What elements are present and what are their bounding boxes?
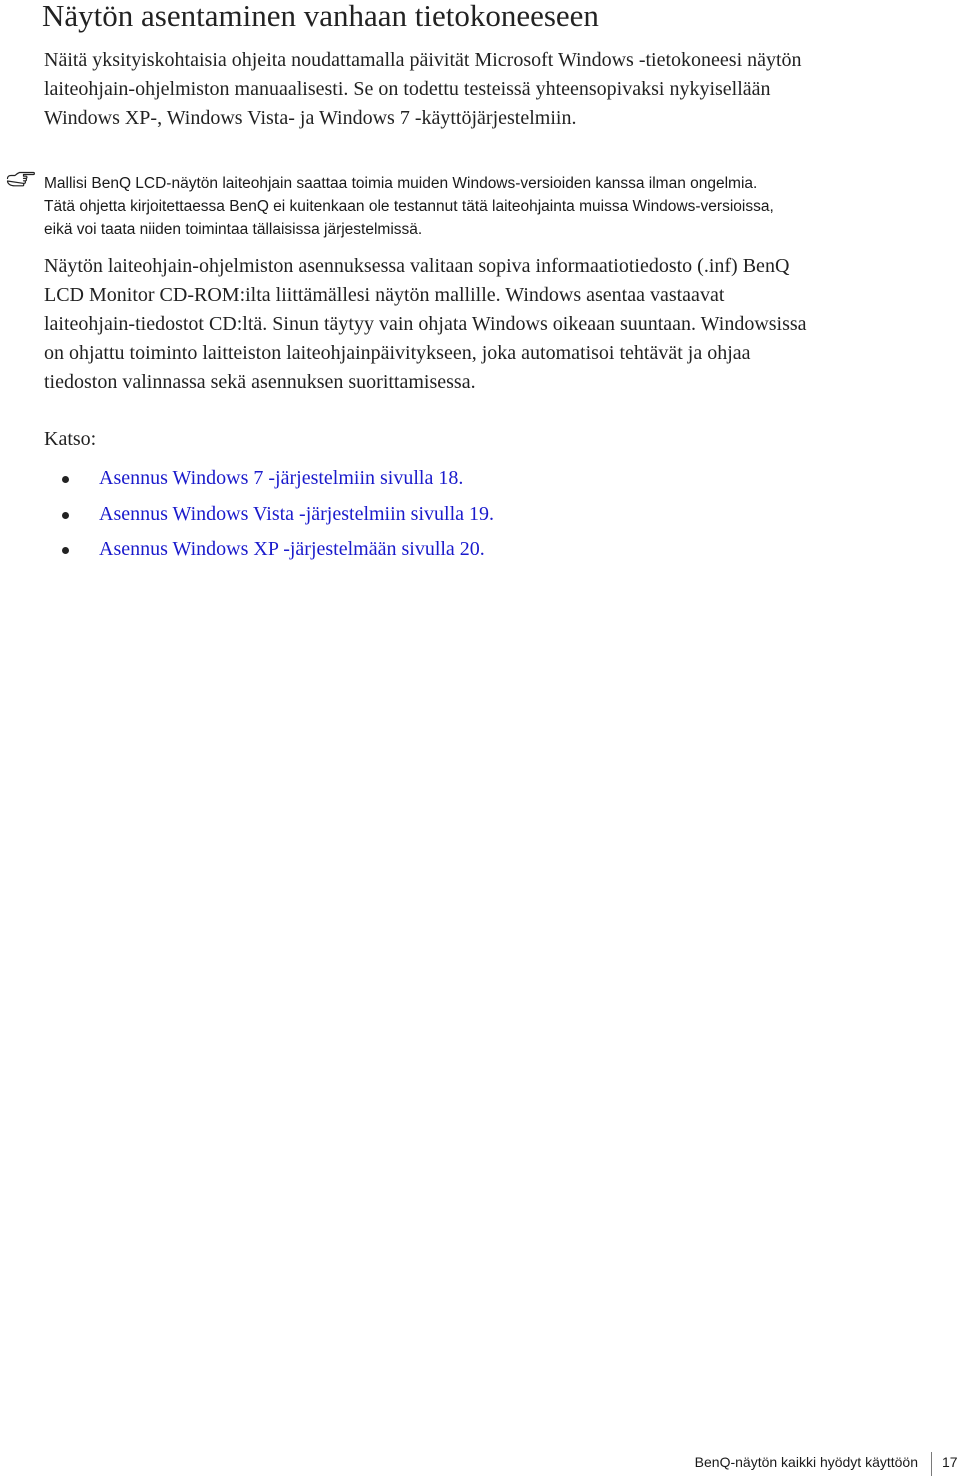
footer-divider (931, 1452, 932, 1476)
body-line: laiteohjain-tiedostot CD:ltä. Sinun täytyy vain ohjata Windows oikeaan suuntaan. Windowsissa (44, 313, 807, 335)
bullet-icon (62, 512, 69, 519)
body-line: tiedoston valinnassa sekä asennuksen suorittamisessa. (44, 371, 476, 393)
body-paragraph (44, 252, 807, 397)
page-footer (0, 1452, 960, 1476)
body-line: Näytön laiteohjain-ohjelmiston asennuksessa valitaan sopiva informaatiotiedosto (.inf) BenQ (44, 255, 790, 277)
page-number: 17 (942, 1454, 958, 1470)
link-windows-xp[interactable]: Asennus Windows XP -järjestelmään sivulla 20. (99, 538, 485, 560)
intro-paragraph (44, 46, 802, 133)
note-line: Tätä ohjetta kirjoitettaessa BenQ ei kuitenkaan ole testannut tätä laiteohjainta muissa Windows-versioissa, (44, 198, 774, 215)
bullet-icon (62, 547, 69, 554)
bullet-icon (62, 476, 69, 483)
note-line: Mallisi BenQ LCD-näytön laiteohjain saattaa toimia muiden Windows-versioiden kanssa ilman ongelmia. (44, 175, 758, 192)
intro-line: Näitä yksityiskohtaisia ohjeita noudattamalla päivität Microsoft Windows -tietokoneesi näytön (44, 49, 802, 71)
page-title: Näytön asentaminen vanhaan tietokoneeseen (42, 0, 599, 33)
link-windows-7[interactable]: Asennus Windows 7 -järjestelmiin sivulla 18. (99, 467, 464, 489)
note-line: eikä voi taata niiden toimintaa tällaisissa järjestelmissä. (44, 221, 423, 238)
body-line: on ohjattu toiminto laitteiston laiteohjainpäivitykseen, joka automatisoi tehtävät ja ohjaa (44, 342, 751, 364)
intro-line: Windows XP-, Windows Vista- ja Windows 7 -käyttöjärjestelmiin. (44, 107, 577, 129)
intro-line: laiteohjain-ohjelmiston manuaalisesti. Se on todettu testeissä yhteensopivaksi nykyisellään (44, 78, 771, 100)
note-text (44, 172, 774, 241)
pointing-hand-icon (6, 171, 36, 189)
body-line: LCD Monitor CD-ROM:ilta liittämällesi näytön mallille. Windows asentaa vastaavat (44, 284, 725, 306)
see-also-label: Katso: (44, 428, 97, 450)
footer-title: BenQ-näytön kaikki hyödyt käyttöön (694, 1454, 918, 1470)
link-windows-vista[interactable]: Asennus Windows Vista -järjestelmiin sivulla 19. (99, 502, 494, 525)
